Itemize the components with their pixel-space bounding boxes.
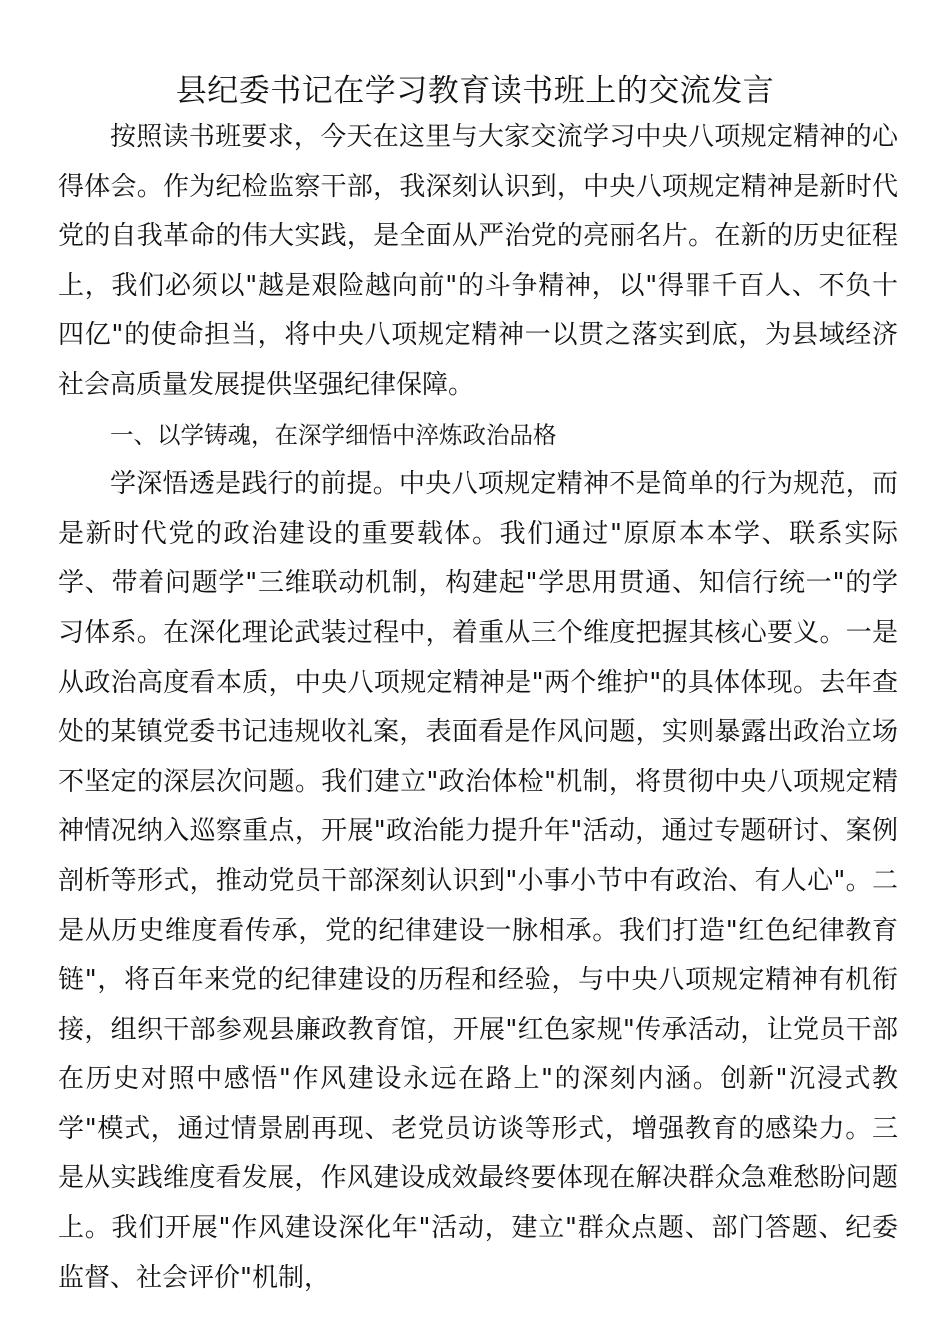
document-title: 县纪委书记在学习教育读书班上的交流发言: [175, 73, 775, 109]
intro-paragraph: 按照读书班要求，今天在这里与大家交流学习中央八项规定精神的心得体会。作为纪检监察干部，我深刻认识到，中央八项规定精神是新时代党的自我革命的伟大实践，是全面从严治党的亮丽名片。在新的历史征程上，我们必须以"越是艰险越向前"的斗争精神，以"得罪千百人、不负十四亿"的使命担当，将中央八项规定精神一以贯之落实到底，为县域经济社会高质量发展提供坚强纪律保障。: [58, 122, 898, 400]
section-heading-1: 一、以学铸魂，在深学细悟中淬炼政治品格: [110, 420, 557, 449]
section-1-paragraph: 学深悟透是践行的前提。中央八项规定精神不是简单的行为规范，而是新时代党的政治建设的重要载体。我们通过"原原本本学、联系实际学、带着问题学"三维联动机制，构建起"学思用贯通、知信行统一"的学习体系。在深化理论武装过程中，着重从三个维度把握其核心要义。一是从政治高度看本质，中央八项规定精神是"两个维护"的具体体现。去年查处的某镇党委书记违规收礼案，表面看是作风问题，实则暴露出政治立场不坚定的深层次问题。我们建立"政治体检"机制，将贯彻中央八项规定精神情况纳入巡察重点，开展"政治能力提升年"活动，通过专题研讨、案例剖析等形式，推动党员干部深刻认识到"小事小节中有政治、有人心"。二是从历史维度看传承，党的纪律建设一脉相承。我们打造"红色纪律教育链"，将百年来党的纪律建设的历程和经验，与中央八项规定精神有机衔接，组织干部参观县廉政教育馆，开展"红色家规"传承活动，让党员干部在历史对照中感悟"作风建设永远在路上"的深刻内涵。创新"沉浸式教学"模式，通过情景剧再现、老党员访谈等形式，增强教育的感染力。三是从实践维度看发展，作风建设成效最终要体现在解决群众急难愁盼问题上。我们开展"作风建设深化年"活动，建立"群众点题、部门答题、纪委监督、社会评价"机制，: [58, 469, 898, 1293]
document-body: [58, 113, 898, 1303]
